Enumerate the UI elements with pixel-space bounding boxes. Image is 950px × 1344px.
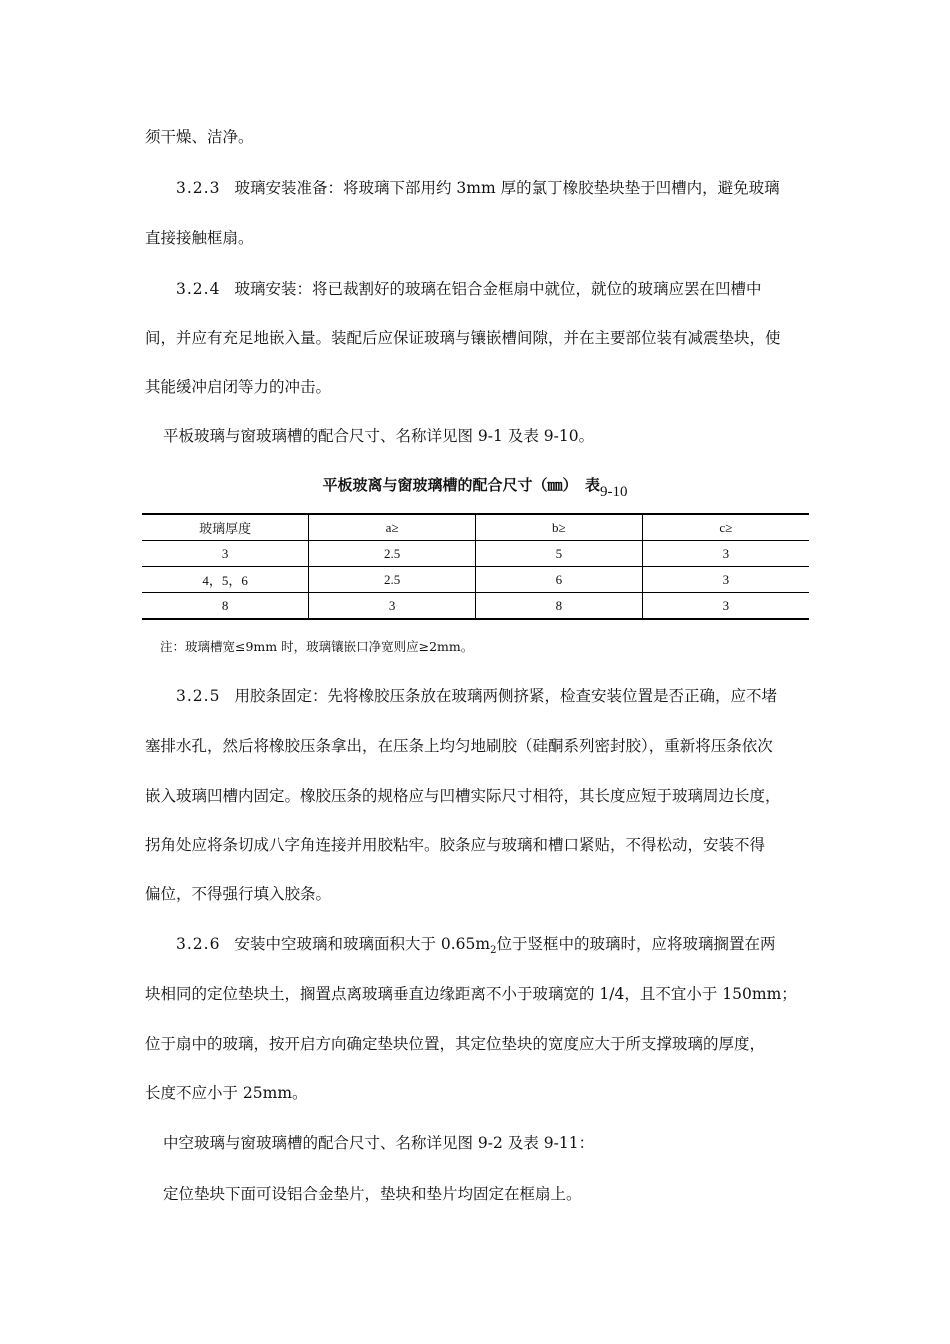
table-title [0,474,950,500]
table-cell: 6 [476,567,643,593]
paragraph-line: 用胶条固定：先将橡胶压条放在玻璃两侧挤紧，检查安装位置是否正确，应不堵 [234,687,777,705]
paragraph-line: 塞排水孔，然后将橡胶压条拿出，在压条上均匀地刷胶（硅酮系列密封胶），重新将压条依次 [145,737,773,755]
table-row [142,541,809,567]
table-cell: 5 [476,541,643,567]
table-cell: 3 [642,593,809,620]
paragraph-line: 安装中空玻璃和玻璃面积大于 0.65m [234,935,491,953]
paragraph-line: 定位垫块下面可设铝合金垫片，垫块和垫片均固定在框扇上。 [163,1185,582,1203]
section-number: 3.2.4 [176,280,221,298]
table-cell: 3 [309,593,476,620]
header-cell: c≥ [642,514,809,541]
table-cell: 8 [142,593,309,620]
table-row [142,567,809,593]
section-3-2-6 [176,934,775,961]
paragraph-line: 长度不应小于 25mm。 [145,1084,308,1102]
section-3-2-3 [176,178,780,198]
table-header-row [142,514,809,541]
table-title-text: 平板玻离与窗玻璃槽的配合尺寸（㎜） 表 [322,476,600,494]
paragraph-line: 直接接触框扇。 [145,229,254,247]
header-cell: 玻璃厚度 [142,514,309,541]
section-3-2-4 [176,279,761,299]
table-note: 注：玻璃槽宽≤9mm 时，玻璃镶嵌口净宽则应≥2mm。 [160,639,474,654]
paragraph-line: 位于竖框中的玻璃时，应将玻璃搁置在两 [496,935,776,953]
paragraph-line: 其能缓冲启闭等力的冲击。 [145,378,332,396]
paragraph-line: 玻璃安装准备：将玻璃下部用约 3mm 厚的氯丁橡胶垫块垫于凹槽内，避免玻璃 [234,179,780,197]
paragraph-line: 位于扇中的玻璃，按开启方向确定垫块位置，其定位垫块的宽度应大于所支撑玻璃的厚度， [145,1035,766,1053]
reference-text: 平板玻璃与窗玻璃槽的配合尺寸、名称详见图 9-1 及表 9-10。 [163,427,595,445]
subscript: 2 [490,945,497,957]
header-cell: a≥ [309,514,476,541]
header-cell: b≥ [476,514,643,541]
paragraph-line: 玻璃安装：将已裁割好的玻璃在铝合金框扇中就位，就位的玻璃应罢在凹槽中 [234,280,762,298]
table-cell: 2.5 [309,541,476,567]
reference-text: 中空玻璃与窗玻璃槽的配合尺寸、名称详见图 9-2 及表 9-11： [163,1134,595,1152]
table-cell: 4，5，6 [142,567,309,593]
paragraph-line: 偏位，不得强行填入胶条。 [145,885,332,903]
section-number: 3.2.6 [176,935,221,953]
dimension-table [142,513,809,620]
paragraph-line: 须干燥、洁净。 [145,128,254,146]
paragraph-line: 块相同的定位垫块土，搁置点离玻璃垂直边缘距离不小于玻璃宽的 1/4，且不宜小于 150mm； [145,985,797,1003]
table-row [142,593,809,620]
table-cell: 8 [476,593,643,620]
table-number: 9-10 [600,484,628,500]
paragraph-line: 拐角处应将条切成八字角连接并用胶粘牢。胶条应与玻璃和槽口紧贴，不得松动，安装不得 [145,836,766,854]
table-cell: 2.5 [309,567,476,593]
paragraph-line: 嵌入玻璃凹槽内固定。橡胶压条的规格应与凹槽实际尺寸相符，其长度应短于玻璃周边长度， [145,787,781,805]
section-number: 3.2.3 [176,179,221,197]
table-cell: 3 [642,541,809,567]
paragraph-line: 间，并应有充足地嵌入量。装配后应保证玻璃与镶嵌槽间隙，并在主要部位装有减震垫块，使 [145,329,781,347]
section-3-2-5 [176,686,777,706]
table-cell: 3 [142,541,309,567]
table-cell: 3 [642,567,809,593]
section-number: 3.2.5 [176,687,221,705]
